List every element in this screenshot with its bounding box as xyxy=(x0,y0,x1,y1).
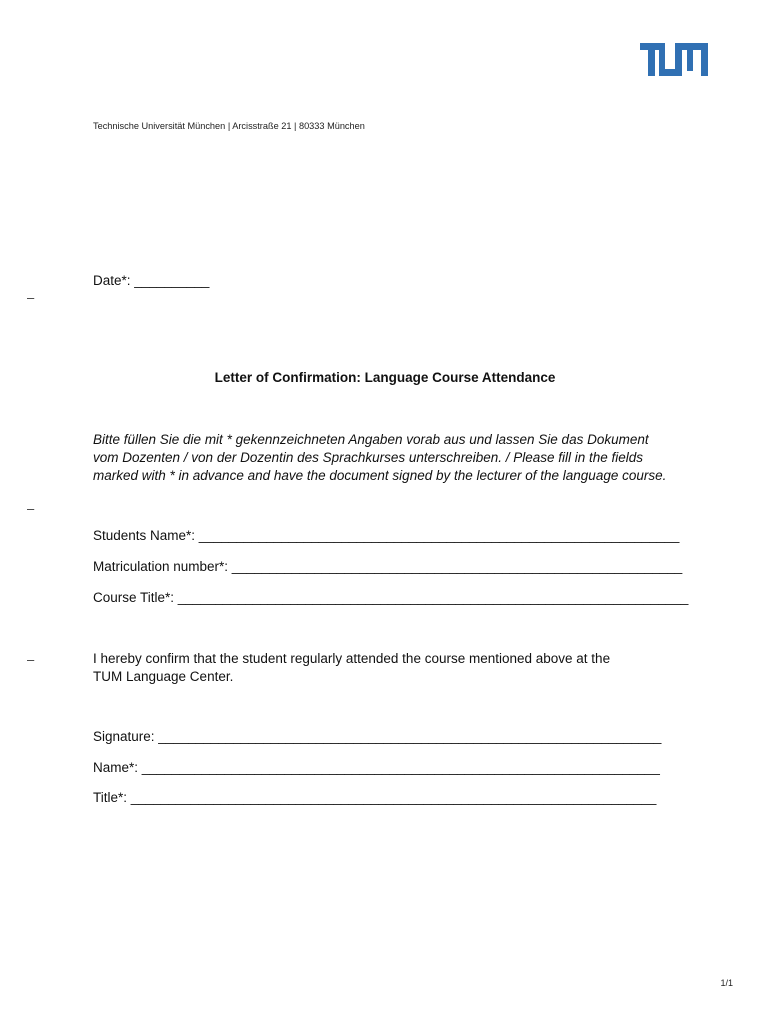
course-title-field[interactable]: Course Title*: ____________________________________________________________________ xyxy=(93,590,689,605)
instructions-line: marked with * in advance and have the document signed by the lecturer of the language course. xyxy=(93,468,667,483)
fold-mark: – xyxy=(27,290,35,305)
document-title: Letter of Confirmation: Language Course Attendance xyxy=(214,370,556,385)
fold-mark: – xyxy=(27,652,35,667)
lecturer-title-field[interactable]: Title*: ______________________________________________________________________ xyxy=(93,790,657,805)
signature-field[interactable]: Signature: ___________________________________________________________________ xyxy=(93,729,662,744)
confirmation-line: TUM Language Center. xyxy=(93,669,234,684)
page-number: 1/1 xyxy=(720,978,733,988)
date-field[interactable]: Date*: __________ xyxy=(93,273,210,288)
lecturer-name-field[interactable]: Name*: _____________________________________________________________________ xyxy=(93,760,660,775)
fold-mark: – xyxy=(27,501,35,516)
confirmation-text xyxy=(93,650,693,686)
instructions-text xyxy=(93,431,713,485)
students-name-field[interactable]: Students Name*: ________________________________________________________________ xyxy=(93,528,680,543)
tum-logo xyxy=(640,43,708,76)
sender-address: Technische Universität München | Arcisstraße 21 | 80333 München xyxy=(93,121,365,131)
confirmation-line: I hereby confirm that the student regularly attended the course mentioned above at the xyxy=(93,651,611,666)
matriculation-number-field[interactable]: Matriculation number*: ____________________________________________________________ xyxy=(93,559,683,574)
instructions-line: Bitte füllen Sie die mit * gekennzeichneten Angaben vorab aus und lassen Sie das Dokument xyxy=(93,432,649,447)
instructions-line: vom Dozenten / von der Dozentin des Sprachkurses unterschreiben. / Please fill in the fields xyxy=(93,450,644,465)
